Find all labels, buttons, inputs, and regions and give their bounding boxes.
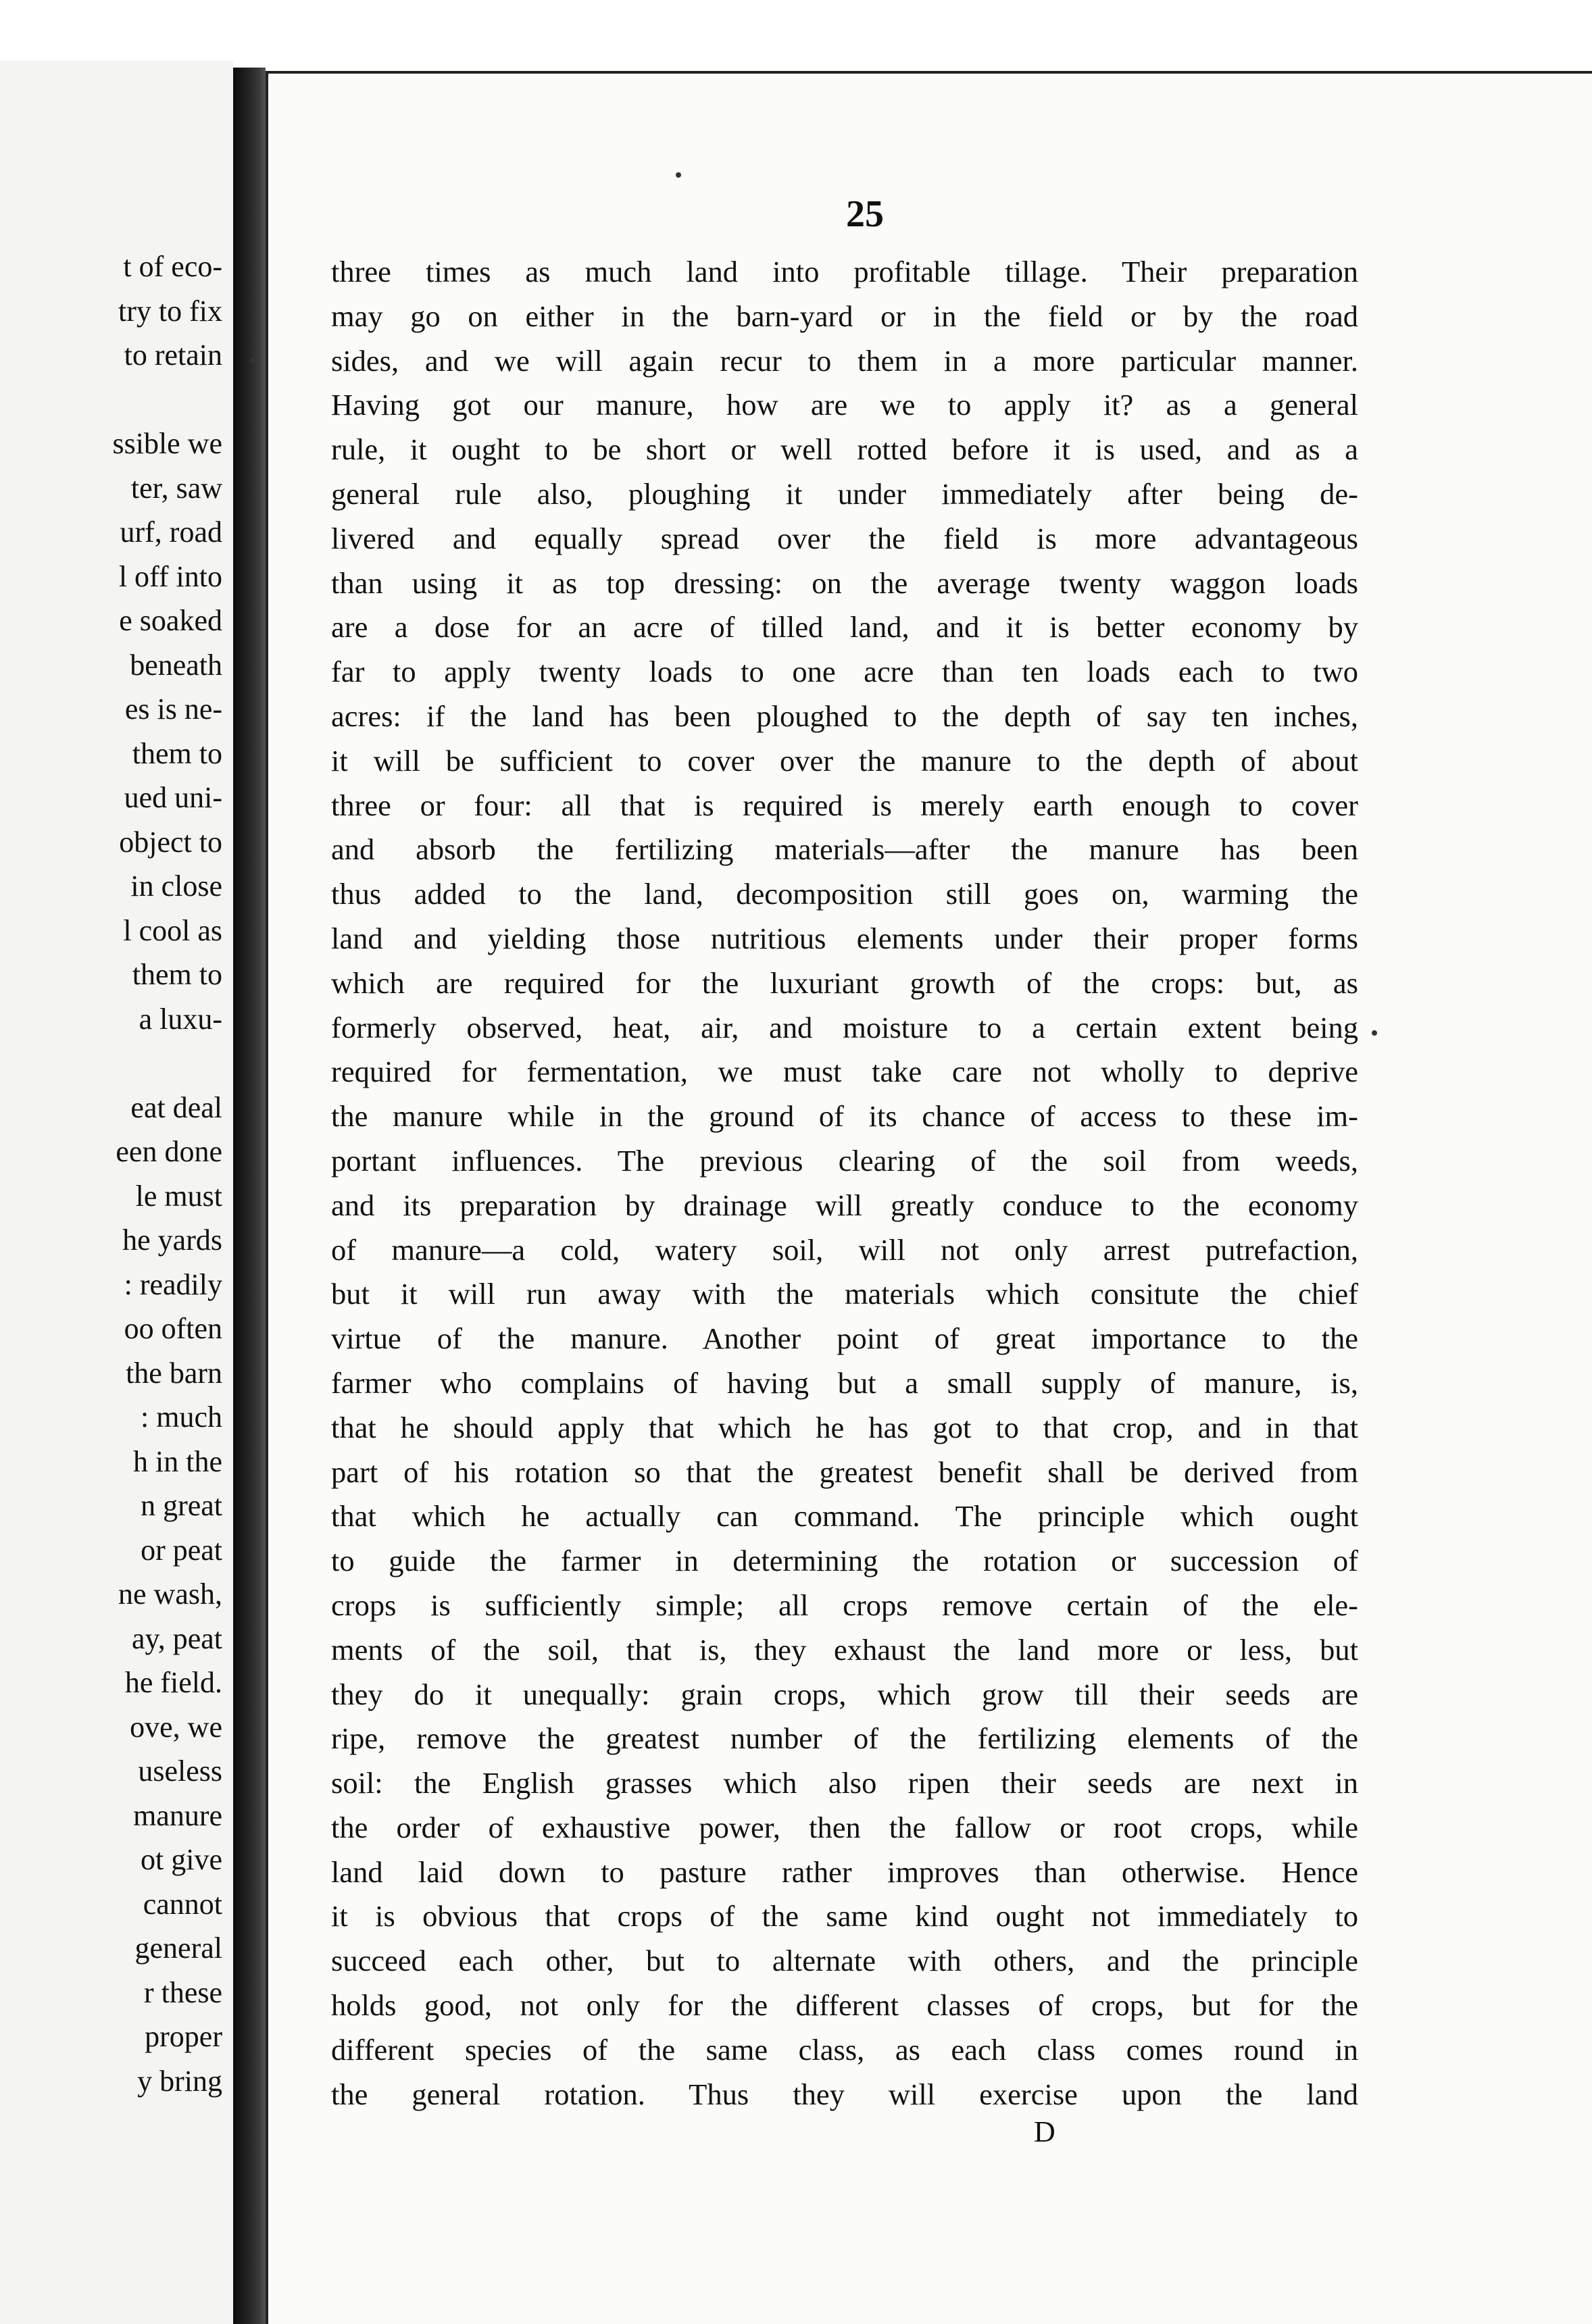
text-line: farmer who complains of having but a small supply of manure, is, [331, 1365, 1358, 1400]
left-page-line: ne wash, [118, 1577, 222, 1611]
text-line: far to apply twenty loads to one acre than ten loads each to two [331, 655, 1358, 689]
left-page-line: oo often [124, 1312, 222, 1345]
text-line: virtue of the manure. Another point of great importance to the [331, 1321, 1358, 1356]
left-page-line: l cool as [123, 913, 222, 947]
text-line: formerly observed, heat, air, and moisture to a certain extent being [331, 1010, 1358, 1044]
left-page-line: ued uni- [124, 781, 222, 814]
text-line: they do it unequally: grain crops, which grow till their seeds are [331, 1677, 1358, 1711]
left-page-line: e soaked [119, 604, 222, 637]
left-page-line: : much [141, 1400, 222, 1434]
left-page-line: ove, we [130, 1710, 222, 1744]
text-line: and absorb the fertilizing materials—after the manure has been [331, 832, 1358, 867]
text-line: the general rotation. Thus they will exercise upon the land [331, 2077, 1358, 2111]
text-line: ripe, remove the greatest number of the fertilizing elements of the [331, 1721, 1358, 1756]
text-line: the manure while in the ground of its chance of access to these im- [331, 1099, 1358, 1134]
text-line: portant influences. The previous clearing of the soil from weeds, [331, 1143, 1358, 1178]
left-page-line: the barn [126, 1356, 222, 1390]
text-line: but it will run away with the materials which consitute the chief [331, 1277, 1358, 1311]
text-line: than using it as top dressing: on the average twenty waggon loads [331, 565, 1358, 600]
left-page-line: cannot [143, 1887, 222, 1921]
left-page-line: ay, peat [132, 1621, 222, 1655]
left-page-line [6, 378, 222, 422]
left-page-text [6, 245, 222, 2103]
left-page-line: y bring [137, 2064, 222, 2098]
left-page-line: eat deal [130, 1090, 222, 1124]
text-line: of manure—a cold, watery soil, will not only arrest putrefaction, [331, 1232, 1358, 1267]
text-line: required for fermentation, we must take care not wholly to deprive [331, 1055, 1358, 1089]
left-page-line: le must [135, 1179, 222, 1213]
ink-speck [676, 172, 681, 178]
left-page-line: in close [130, 869, 222, 903]
text-line: Having got our manure, how are we to apply it? as a general [331, 388, 1358, 422]
text-line: that he should apply that which he has got to that crop, and in that [331, 1410, 1358, 1444]
text-line: that which he actually can command. The principle which ought [331, 1499, 1358, 1534]
left-page-line: l off into [118, 559, 222, 593]
left-page-line: them to [132, 958, 222, 991]
text-line: it is obvious that crops of the same kind ought not immediately to [331, 1899, 1358, 1934]
text-line: part of his rotation so that the greatest benefit shall be derived from [331, 1455, 1358, 1489]
left-page-line: urf, road [120, 515, 222, 549]
ink-speck [1372, 1030, 1377, 1036]
left-page-line: he yards [122, 1223, 222, 1257]
signature-mark: D [1034, 2115, 1055, 2148]
left-page-line: try to fix [118, 294, 222, 328]
left-page-line: t of eco- [123, 250, 222, 283]
left-page-line: manure [133, 1798, 222, 1832]
text-line: and its preparation by drainage will greatly conduce to the economy [331, 1188, 1358, 1222]
left-page-line: general [134, 1931, 222, 1965]
text-line: livered and equally spread over the field is more advantageous [331, 521, 1358, 555]
ink-speck [250, 358, 255, 363]
book-gutter-shadow [233, 68, 266, 2324]
text-line: holds good, not only for the different classes of crops, but for the [331, 1988, 1358, 2023]
text-line: land laid down to pasture rather improves than otherwise. Hence [331, 1854, 1358, 1889]
left-page-line: proper [145, 2020, 222, 2053]
left-page-line: een done [116, 1135, 222, 1168]
text-line: ments of the soil, that is, they exhaust the land more or less, but [331, 1632, 1358, 1667]
left-page-line: n great [141, 1489, 222, 1522]
left-page-line: r these [143, 1975, 222, 2009]
body-text [331, 250, 1358, 2117]
left-page-line: a luxu- [139, 1002, 222, 1036]
text-line: crops is sufficiently simple; all crops remove certain of the ele- [331, 1588, 1358, 1622]
left-page-line: them to [132, 736, 222, 770]
text-line: may go on either in the barn-yard or in the field or by the road [331, 299, 1358, 333]
left-page-line: to retain [124, 338, 222, 372]
text-line: three or four: all that is required is merely earth enough to cover [331, 788, 1358, 822]
left-page-line: es is ne- [124, 692, 222, 726]
text-line: sides, and we will again recur to them in a more particular manner. [331, 343, 1358, 378]
left-page-line: he field. [124, 1666, 222, 1699]
left-page-line: beneath [130, 648, 222, 682]
text-line: general rule also, ploughing it under immediately after being de- [331, 476, 1358, 511]
left-page-line: useless [138, 1754, 222, 1788]
left-page-line: object to [119, 825, 222, 859]
text-line: succeed each other, but to alternate with others, and the principle [331, 1944, 1358, 1978]
text-line: rule, it ought to be short or well rotted before it is used, and as a [331, 432, 1358, 467]
text-line: are a dose for an acre of tilled land, and it is better economy by [331, 610, 1358, 645]
left-page-line: h in the [133, 1444, 222, 1478]
text-line: acres: if the land has been ploughed to the depth of say ten inches, [331, 699, 1358, 733]
left-page-line: or peat [141, 1533, 222, 1567]
left-page-line: ssible we [112, 427, 222, 460]
text-line: to guide the farmer in determining the rotation or succession of [331, 1544, 1358, 1578]
text-line: three times as much land into profitable tillage. Their preparation [331, 255, 1358, 288]
left-page [0, 61, 233, 2324]
left-page-line [6, 1041, 222, 1086]
page-number: 25 [846, 193, 884, 235]
text-line: different species of the same class, as each class comes round in [331, 2032, 1358, 2067]
text-line: the order of exhaustive power, then the fallow or root crops, while [331, 1810, 1358, 1844]
text-line: it will be sufficient to cover over the manure to the depth of about [331, 743, 1358, 778]
text-line: soil: the English grasses which also ripen their seeds are next in [331, 1766, 1358, 1800]
left-page-line: ot give [141, 1843, 222, 1876]
text-line: thus added to the land, decomposition still goes on, warming the [331, 877, 1358, 911]
left-page-line: ter, saw [130, 471, 222, 505]
text-line: which are required for the luxuriant growth of the crops: but, as [331, 965, 1358, 1000]
left-page-line: : readily [124, 1267, 222, 1301]
text-line: land and yielding those nutritious elements under their proper forms [331, 921, 1358, 955]
